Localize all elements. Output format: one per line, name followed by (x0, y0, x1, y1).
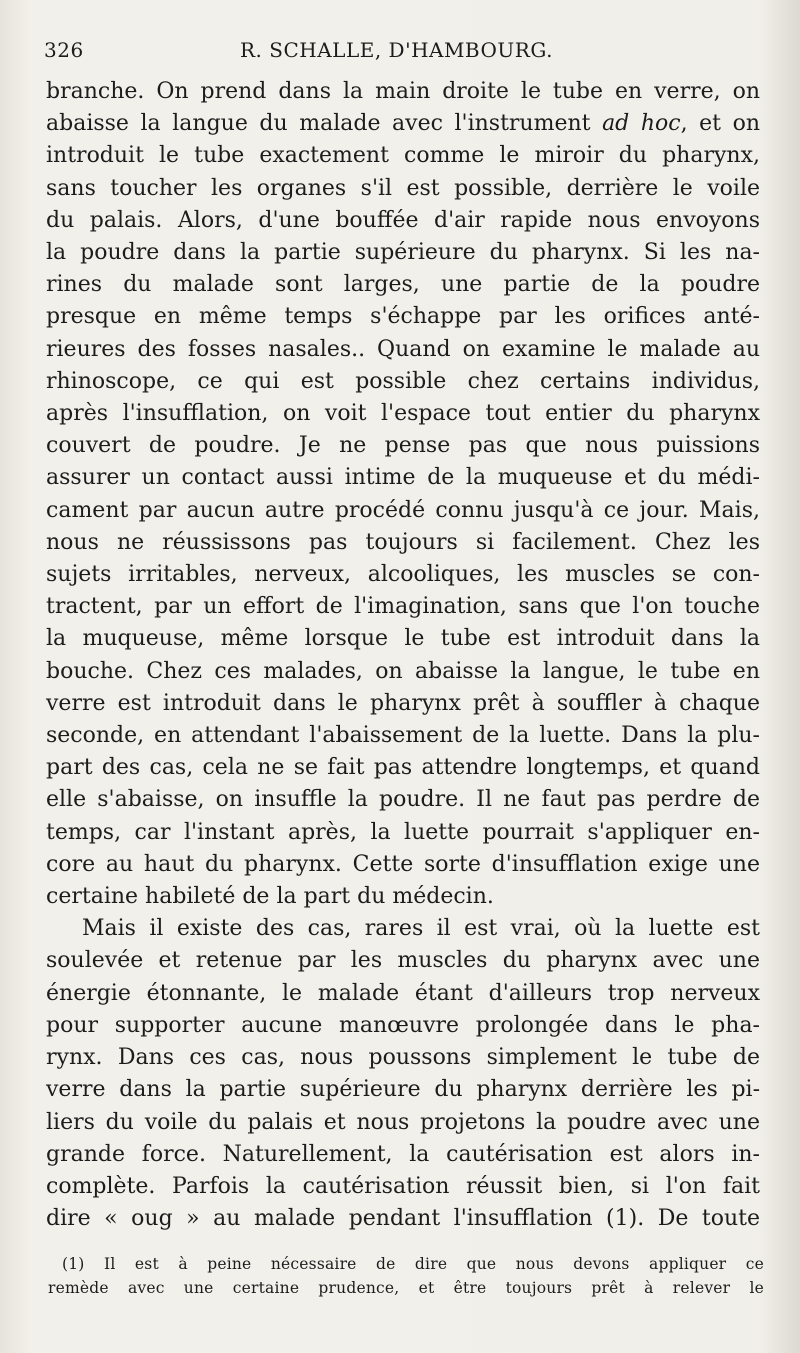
text-line: certaine habileté de la part du médecin. (46, 884, 494, 910)
footnote (48, 1252, 764, 1300)
body-text (46, 76, 760, 1235)
footnote-line: remède avec une certaine prudence, et être toujours prêt à relever le (48, 1279, 764, 1297)
page-header (44, 38, 564, 68)
text-line: nous ne réussissons pas toujours si facilement. Chez les (46, 529, 760, 555)
text-line: liers du voile du palais et nous projetons la poudre avec une (46, 1109, 760, 1135)
text-line: la muqueuse, même lorsque le tube est introduit dans la (46, 626, 760, 652)
text-line: sans toucher les organes s'il est possible, derrière le voile (46, 175, 760, 201)
running-head: R. SCHALLE, D'HAMBOURG. (240, 38, 553, 62)
text-line: temps, car l'instant après, la luette pourrait s'appliquer en- (46, 819, 760, 845)
text-line: complète. Parfois la cautérisation réussit bien, si l'on fait (46, 1173, 760, 1199)
text-line: branche. On prend dans la main droite le tube en verre, on (46, 79, 760, 104)
text-line: sujets irritables, nerveux, alcooliques, les muscles se con- (46, 562, 760, 588)
text-line: assurer un contact aussi intime de la muqueuse et du médi- (46, 465, 760, 491)
text-line: soulevée et retenue par les muscles du pharynx avec une (46, 948, 760, 974)
text-line: tractent, par un effort de l'imagination, sans que l'on touche (46, 594, 760, 620)
text-line: énergie étonnante, le malade étant d'ailleurs trop nerveux (46, 980, 760, 1006)
page-number: 326 (44, 38, 84, 62)
text-line: presque en même temps s'échappe par les orifices anté- (46, 304, 760, 330)
text-line-italic: abaisse la langue du malade avec l'instrument ad hoc, et on (46, 111, 760, 137)
text-line: cament par aucun autre procédé connu jusqu'à ce jour. Mais, (46, 497, 760, 523)
paragraph-start-line: Mais il existe des cas, rares il est vrai, où la luette est (82, 916, 760, 942)
text-line: du palais. Alors, d'une bouffée d'air rapide nous envoyons (46, 207, 760, 233)
text-line: grande force. Naturellement, la cautérisation est alors in- (46, 1141, 760, 1167)
text-line: la poudre dans la partie supérieure du pharynx. Si les na- (46, 240, 760, 266)
text-line: couvert de poudre. Je ne pense pas que nous puissions (46, 433, 760, 459)
text-line: verre est introduit dans le pharynx prêt à souffler à chaque (46, 690, 760, 716)
text-line: rines du malade sont larges, une partie de la poudre (46, 272, 760, 298)
text-line: rieures des fosses nasales.. Quand on examine le malade au (46, 336, 760, 362)
text-line: dire « oug » au malade pendant l'insufflation (1). De toute (46, 1206, 760, 1232)
text-line: part des cas, cela ne se fait pas attendre longtemps, et quand (46, 755, 760, 781)
text-line: rhinoscope, ce qui est possible chez certains individus, (46, 368, 760, 394)
text-line: après l'insufflation, on voit l'espace tout entier du pharynx (46, 401, 760, 427)
text-line: introduit le tube exactement comme le miroir du pharynx, (46, 143, 760, 169)
text-line: core au haut du pharynx. Cette sorte d'insufflation exige une (46, 851, 760, 877)
text-line: pour supporter aucune manœuvre prolongée dans le pha- (46, 1012, 760, 1038)
text-line: verre dans la partie supérieure du pharynx derrière les pi- (46, 1077, 760, 1103)
text-line: bouche. Chez ces malades, on abaisse la langue, le tube en (46, 658, 760, 684)
text-line: seconde, en attendant l'abaissement de la luette. Dans la plu- (46, 723, 760, 749)
italic-phrase: ad hoc (602, 111, 681, 137)
text-line: elle s'abaisse, on insuffle la poudre. Il ne faut pas perdre de (46, 787, 760, 813)
text-line: rynx. Dans ces cas, nous poussons simplement le tube de (46, 1045, 760, 1071)
footnote-line: (1) Il est à peine nécessaire de dire que nous devons appliquer ce (62, 1255, 764, 1273)
